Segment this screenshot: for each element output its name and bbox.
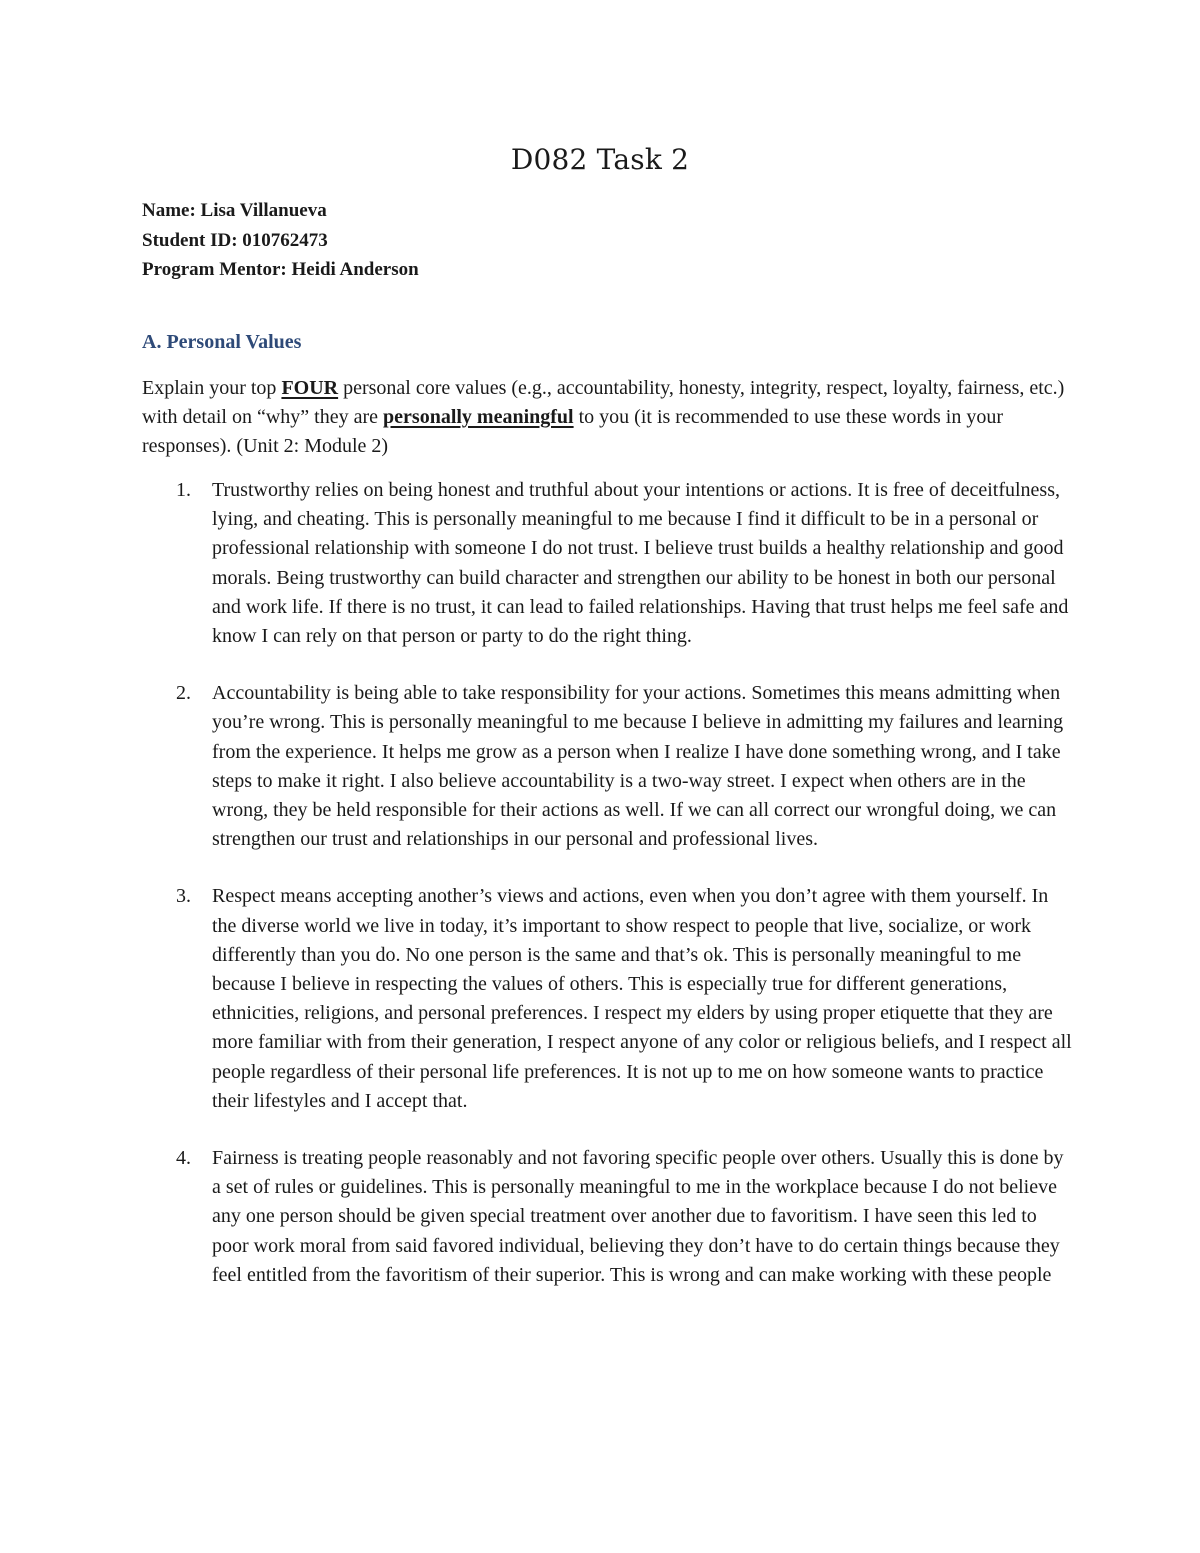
list-item-text: Accountability is being able to take responsibility for your actions. Sometimes this means admitting when you’re wrong. This is personally meaningful to me because I believe in admitting my failures and learning from the experience. It helps me grow as a person when I realize I have done something wrong, and I take steps to make it right. I also believe accountability is a two-way street. I expect when others are in the wrong, they be held responsible for their actions as well. If we can all correct our wrongful doing, we can strengthen our trust and relationships in our personal and professional lives.	[212, 682, 1064, 851]
program-mentor: Program Mentor: Heidi Anderson	[142, 259, 419, 280]
prompt-emphasis-four: FOUR	[281, 377, 339, 399]
prompt-emphasis-meaningful: personally meaningful	[383, 406, 574, 428]
list-item	[142, 1144, 1072, 1290]
student-id: Student ID: 010762473	[142, 229, 328, 251]
list-item-number: 3.	[176, 885, 191, 908]
prompt-text-3: to you (it is recommended to use these words in your responses). (Unit 2: Module 2)	[142, 406, 1003, 457]
list-item	[142, 679, 1072, 854]
section-prompt	[142, 374, 1072, 461]
page-title: D082 Task 2	[510, 143, 690, 176]
student-info-block	[142, 196, 419, 285]
list-item-text: Fairness is treating people reasonably and not favoring specific people over others. Usually this is done by a set of rules or guidelines. This is personally meaningful to me in the workplace because I do not believe any one person should be given special treatment over another due to favoritism. I have seen this led to poor work moral from said favored individual, believing they don’t have to do certain things because they feel entitled from the favoritism of their superior. This is wrong and can make working with these people	[212, 1147, 1064, 1286]
list-item	[142, 882, 1072, 1116]
values-answer-list	[142, 476, 1072, 1318]
list-item-text: Respect means accepting another’s views and actions, even when you don’t agree with them yourself. In the diverse world we live in today, it’s important to show respect to people that live, socialize, or work differently than you do. No one person is the same and that’s ok. This is personally meaningful to me because I believe in respecting the values of others. This is especially true for different generations, ethnicities, religions, and personal preferences. I respect my elders by using proper etiquette that they are more familiar with from their generation, I respect anyone of any color or religious beliefs, and I respect all people regardless of their personal life preferences. It is not up to me on how someone wants to practice their lifestyles and I accept that.	[212, 885, 1072, 1112]
list-item-number: 2.	[176, 682, 191, 705]
student-name: Name: Lisa Villanueva	[142, 200, 327, 221]
list-item-number: 4.	[176, 1147, 191, 1170]
section-heading: A. Personal Values	[142, 331, 302, 353]
prompt-text-1: Explain your top	[142, 377, 282, 399]
list-item-number: 1.	[176, 479, 191, 501]
list-item-text: Trustworthy relies on being honest and truthful about your intentions or actions. It is free of deceitfulness, lying, and cheating. This is personally meaningful to me because I find it difficult to be in a personal or professional relationship with someone I do not trust. I believe trust builds a healthy relationship and good morals. Being trustworthy can build character and strengthen our ability to be honest in both our personal and work life. If there is no trust, it can lead to failed relationships. Having that trust helps me feel safe and know I can rely on that person or party to do the right thing.	[212, 479, 1069, 648]
prompt-text-2: personal core values (e.g., accountability, honesty, integrity, respect, loyalty, fairness, etc.) with detail on “why” they are	[142, 377, 1065, 428]
list-item	[142, 476, 1072, 651]
